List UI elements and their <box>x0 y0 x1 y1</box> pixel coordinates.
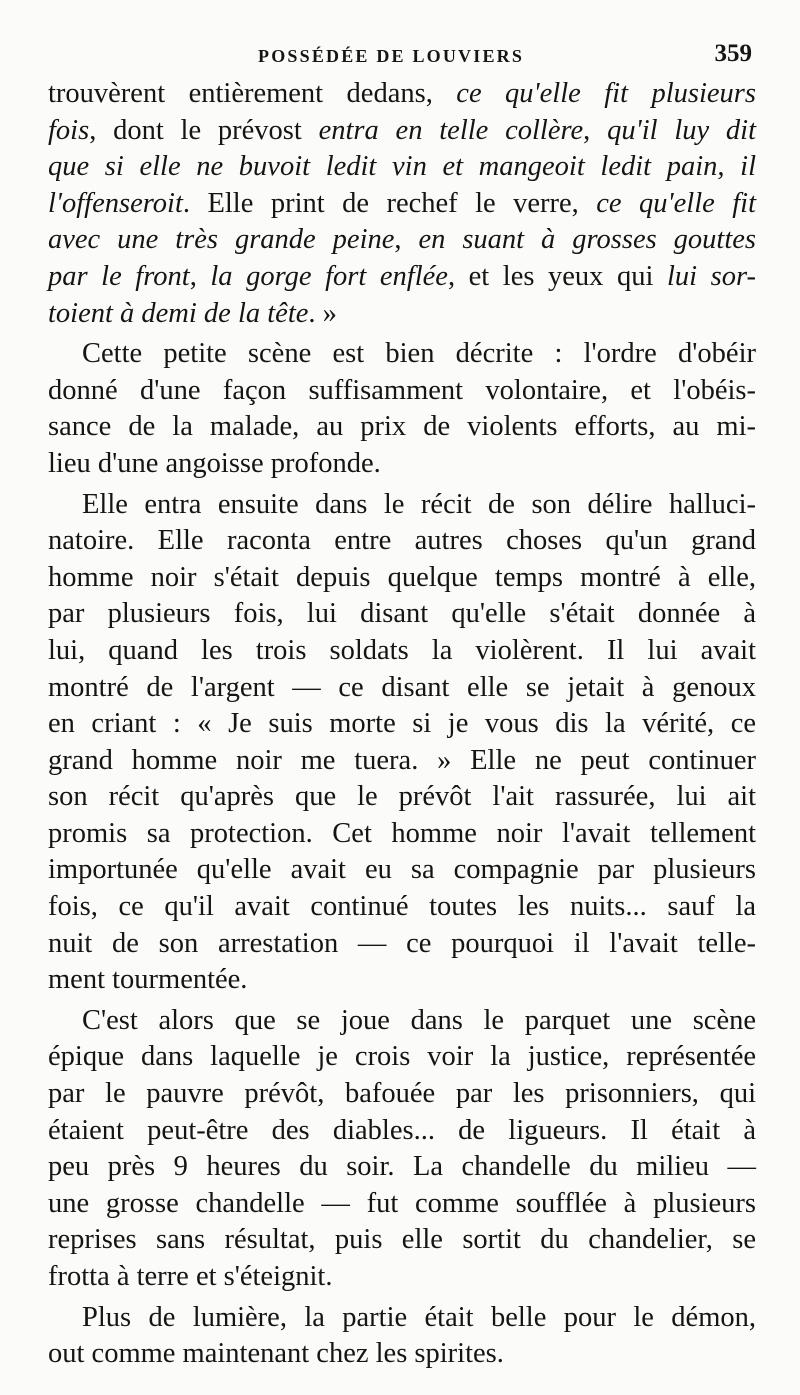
text-line <box>48 1300 756 1337</box>
text-segment: Plus de lumière, la partie était belle pour le démon, <box>82 1301 756 1333</box>
italic-text-segment: que si elle ne buvoit ledit vin et mangeoit ledit pain, il <box>48 151 756 183</box>
text-segment: C'est alors que se joue dans le parquet une scène <box>82 1004 756 1036</box>
text-segment: . Elle print de rechef le verre, <box>182 187 597 219</box>
text-segment: frotta à terre et s'éteignit. <box>48 1261 333 1292</box>
text-segment: une grosse chandelle — fut comme soufflée à plusieurs <box>48 1187 756 1219</box>
text-line <box>48 1186 756 1223</box>
italic-text-segment: entra en telle collère <box>318 114 584 146</box>
text-line <box>48 446 756 483</box>
italic-text-segment: avec une très grande peine <box>48 224 395 256</box>
text-line <box>48 962 756 999</box>
italic-text-segment: par le front <box>48 260 190 292</box>
text-line <box>48 1039 756 1076</box>
italic-text-segment: qu'il luy dit <box>607 114 757 146</box>
text-segment: , <box>189 260 211 292</box>
text-line <box>48 76 756 113</box>
text-line <box>48 816 756 853</box>
paragraph <box>48 487 756 999</box>
text-segment: Cette petite scène est bien décrite : l'ordre d'obéir <box>82 338 756 370</box>
text-segment: natoire. Elle raconta entre autres choses qu'un grand <box>48 525 756 557</box>
text-segment: son récit qu'après que le prévôt l'ait rassurée, lui ait <box>48 781 756 813</box>
italic-text-segment: ce qu'elle fit plusieurs <box>456 78 756 109</box>
text-segment: lui, quand les trois soldats la violèrent. Il lui avait <box>48 634 756 666</box>
text-segment: , <box>394 224 419 256</box>
text-line <box>48 1076 756 1113</box>
running-title: POSSÉDÉE DE LOUVIERS <box>258 46 525 66</box>
text-segment: Elle entra ensuite dans le récit de son délire halluci- <box>82 488 756 520</box>
text-line <box>48 149 756 186</box>
page-body-text <box>48 76 756 1373</box>
italic-text-segment: lui sor- <box>666 260 756 292</box>
text-line <box>48 633 756 670</box>
text-line <box>48 1149 756 1186</box>
text-line <box>48 706 756 743</box>
text-line <box>48 523 756 560</box>
text-segment: importunée qu'elle avait eu sa compagnie par plusieurs <box>48 854 756 886</box>
italic-text-segment: l'offenseroit <box>48 187 183 219</box>
text-segment: , <box>583 114 608 146</box>
paragraph <box>48 336 756 482</box>
text-line <box>48 487 756 524</box>
text-segment: , et les yeux qui <box>447 260 667 292</box>
text-segment: , dont le prévost <box>89 114 319 146</box>
text-line <box>48 596 756 633</box>
text-line <box>48 259 756 296</box>
italic-text-segment: ce qu'elle fit <box>596 187 756 219</box>
running-head <box>48 38 756 76</box>
text-segment: donné d'une façon suffisamment volontaire, et l'obéis- <box>48 374 756 406</box>
text-segment: en criant : « Je suis morte si je vous dis la vérité, ce <box>48 708 756 740</box>
text-line <box>48 926 756 963</box>
text-line <box>48 409 756 446</box>
text-line <box>48 560 756 597</box>
italic-text-segment: en suant à grosses gouttes <box>418 224 757 256</box>
text-line <box>48 1113 756 1150</box>
paragraph <box>48 76 756 332</box>
text-segment: trouvèrent entièrement dedans, <box>48 78 457 109</box>
text-line <box>48 113 756 150</box>
page-number: 359 <box>714 40 752 67</box>
text-segment: lieu d'une angoisse profonde. <box>48 447 381 479</box>
text-segment: sance de la malade, au prix de violents efforts, au mi- <box>48 411 756 443</box>
text-line <box>48 889 756 926</box>
text-line <box>48 779 756 816</box>
text-segment: out comme maintenant chez les spirites. <box>48 1338 504 1370</box>
text-line <box>48 336 756 373</box>
italic-text-segment: la gorge fort enflée <box>210 260 448 292</box>
text-segment: épique dans laquelle je crois voir la justice, représentée <box>48 1041 756 1073</box>
text-line <box>48 373 756 410</box>
text-line <box>48 296 756 333</box>
text-segment: nuit de son arrestation — ce pourquoi il l'avait telle- <box>48 927 756 959</box>
text-line <box>48 743 756 780</box>
text-line <box>48 222 756 259</box>
paragraph <box>48 1003 756 1296</box>
text-segment: par plusieurs fois, lui disant qu'elle s'était donnée à <box>48 598 756 630</box>
text-segment: montré de l'argent — ce disant elle se jetait à genoux <box>48 671 756 703</box>
text-segment: reprises sans résultat, puis elle sortit du chandelier, se <box>48 1224 756 1256</box>
text-line <box>48 670 756 707</box>
text-segment: promis sa protection. Cet homme noir l'avait tellement <box>48 817 756 849</box>
text-segment: homme noir s'était depuis quelque temps montré à elle, <box>48 561 756 593</box>
text-line <box>48 852 756 889</box>
text-line <box>48 1222 756 1259</box>
text-line <box>48 1336 756 1373</box>
text-segment: grand homme noir me tuera. » Elle ne peut continuer <box>48 744 756 776</box>
italic-text-segment: fois <box>48 114 90 146</box>
paragraph <box>48 1300 756 1373</box>
text-segment: fois, ce qu'il avait continué toutes les nuits... sauf la <box>48 891 756 923</box>
text-segment: peu près 9 heures du soir. La chandelle du milieu — <box>48 1151 756 1183</box>
text-segment: étaient peut-être des diables... de ligueurs. Il était à <box>48 1114 756 1146</box>
italic-text-segment: toient à demi de la tête <box>48 297 309 329</box>
text-segment: par le pauvre prévôt, bafouée par les prisonniers, qui <box>48 1078 756 1110</box>
text-segment: ment tourmentée. <box>48 964 248 996</box>
text-line <box>48 1259 756 1296</box>
text-line <box>48 1003 756 1040</box>
text-segment: . » <box>308 297 337 329</box>
text-line <box>48 186 756 223</box>
